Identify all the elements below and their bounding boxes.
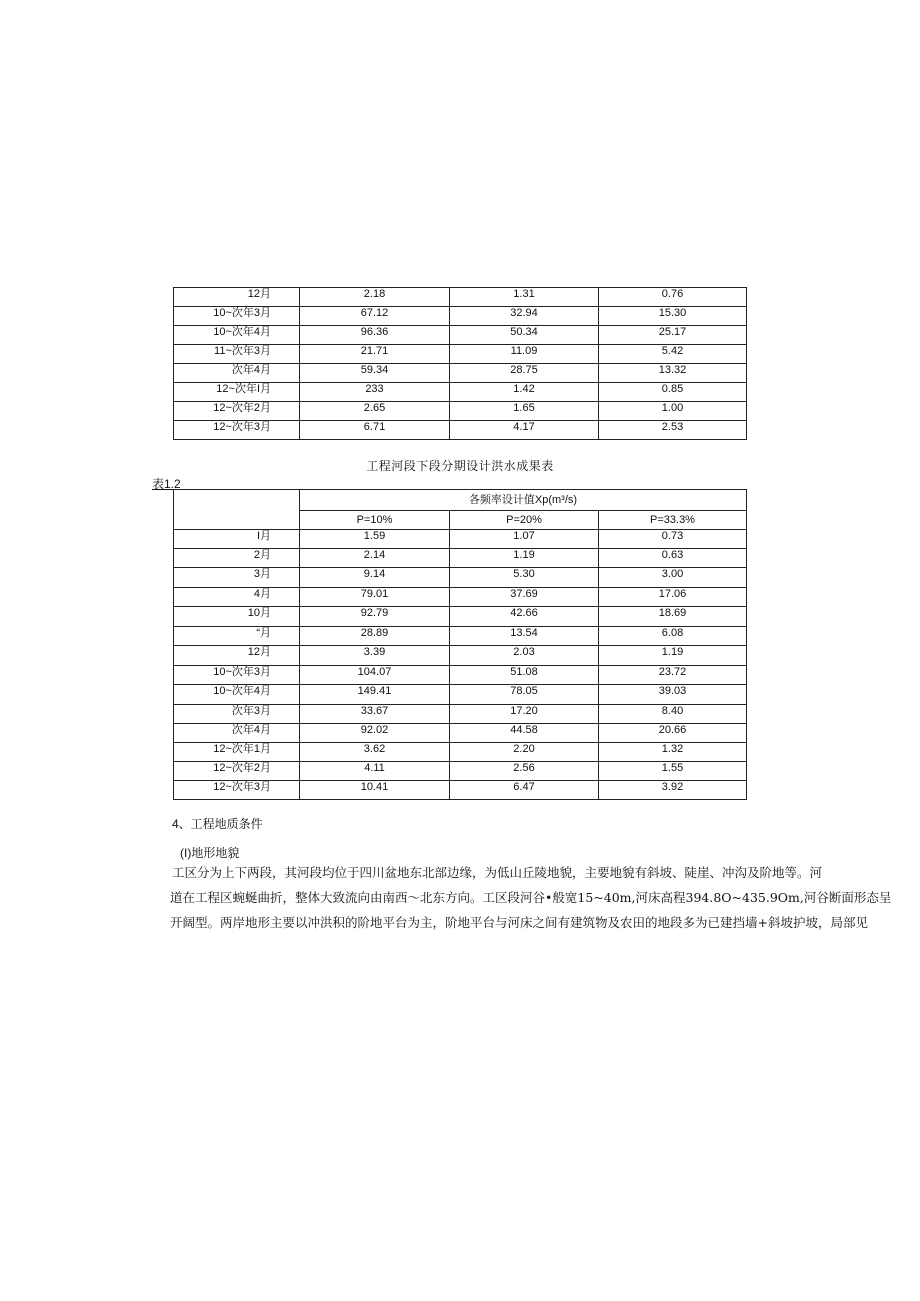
- value-cell: 4.11: [300, 762, 450, 781]
- value-cell: 59.34: [300, 364, 450, 383]
- value-cell: 5.30: [450, 568, 599, 588]
- col-header: P=20%: [450, 511, 599, 530]
- value-cell: 92.79: [300, 607, 450, 627]
- value-cell: 15.30: [599, 307, 747, 326]
- row-label: 次年4月: [174, 364, 300, 383]
- row-label: 10~次年3月: [174, 666, 300, 685]
- row-label: 12~次年I月: [174, 383, 300, 402]
- table-row: [174, 549, 747, 568]
- value-cell: 28.75: [450, 364, 599, 383]
- value-cell: 10.41: [300, 781, 450, 800]
- value-cell: 6.47: [450, 781, 599, 800]
- paragraph-line: 开阔型。两岸地形主要以冲洪积的阶地平台为主，阶地平台与河床之间有建筑物及农田的地段多为已建挡墙+斜坡护坡，局部见: [170, 915, 868, 930]
- value-cell: 6.08: [599, 627, 747, 646]
- value-cell: 13.32: [599, 364, 747, 383]
- table-row: [174, 326, 747, 345]
- value-cell: 92.02: [300, 724, 450, 743]
- value-cell: 4.17: [450, 421, 599, 440]
- value-cell: 2.14: [300, 549, 450, 568]
- value-cell: 2.65: [300, 402, 450, 421]
- value-cell: 1.59: [300, 530, 450, 549]
- header-blank-cell: [174, 490, 300, 530]
- value-cell: 1.42: [450, 383, 599, 402]
- row-label: 10月: [174, 607, 300, 627]
- value-cell: 3.00: [599, 568, 747, 588]
- value-cell: 78.05: [450, 685, 599, 705]
- value-cell: 96.36: [300, 326, 450, 345]
- row-label: 12月: [174, 646, 300, 666]
- value-cell: 2.53: [599, 421, 747, 440]
- value-cell: 51.08: [450, 666, 599, 685]
- value-cell: 1.32: [599, 743, 747, 762]
- col-header: P=10%: [300, 511, 450, 530]
- row-label: 次年4月: [174, 724, 300, 743]
- row-label: 3月: [174, 568, 300, 588]
- table-row: [174, 530, 747, 549]
- value-cell: 3.62: [300, 743, 450, 762]
- table-row: [174, 762, 747, 781]
- table-row: [174, 607, 747, 627]
- value-cell: 39.03: [599, 685, 747, 705]
- value-cell: 3.92: [599, 781, 747, 800]
- value-cell: 2.20: [450, 743, 599, 762]
- row-label: 10~次年4月: [174, 685, 300, 705]
- flood-table-upper: [173, 287, 747, 440]
- value-cell: 0.85: [599, 383, 747, 402]
- value-cell: 2.03: [450, 646, 599, 666]
- value-cell: 32.94: [450, 307, 599, 326]
- row-label: 10~次年4月: [174, 326, 300, 345]
- table-row: [174, 685, 747, 705]
- row-label: 12月: [174, 288, 300, 307]
- row-label: “月: [174, 627, 300, 646]
- row-label: 12~次年1月: [174, 743, 300, 762]
- row-label: 4月: [174, 588, 300, 607]
- body-paragraph: [170, 860, 892, 935]
- value-cell: 50.34: [450, 326, 599, 345]
- value-cell: 1.55: [599, 762, 747, 781]
- value-cell: 0.63: [599, 549, 747, 568]
- value-cell: 0.76: [599, 288, 747, 307]
- value-cell: 79.01: [300, 588, 450, 607]
- value-cell: 67.12: [300, 307, 450, 326]
- group-header: 各频率设计值Xp(m³/s): [300, 490, 747, 511]
- table-row: [174, 383, 747, 402]
- value-cell: 104.07: [300, 666, 450, 685]
- value-cell: 0.73: [599, 530, 747, 549]
- value-cell: 5.42: [599, 345, 747, 364]
- value-cell: 28.89: [300, 627, 450, 646]
- paragraph-line: 工区分为上下两段，其河段均位于四川盆地东北部边缘，为低山丘陵地貌，主要地貌有斜坡、陡崖、冲沟及阶地等。河: [172, 865, 823, 880]
- table-row: [174, 402, 747, 421]
- table-row: [174, 724, 747, 743]
- table-row: [174, 781, 747, 800]
- row-label: 12~次年2月: [174, 762, 300, 781]
- value-cell: 6.71: [300, 421, 450, 440]
- value-cell: 149.41: [300, 685, 450, 705]
- row-label: 12~次年3月: [174, 421, 300, 440]
- value-cell: 1.19: [450, 549, 599, 568]
- value-cell: 44.58: [450, 724, 599, 743]
- value-cell: 18.69: [599, 607, 747, 627]
- row-label: 12~次年2月: [174, 402, 300, 421]
- table-row: [174, 705, 747, 724]
- table-row: [174, 743, 747, 762]
- value-cell: 1.19: [599, 646, 747, 666]
- value-cell: 8.40: [599, 705, 747, 724]
- table-row: [174, 666, 747, 685]
- value-cell: 3.39: [300, 646, 450, 666]
- table-row: [174, 588, 747, 607]
- table-row: [174, 568, 747, 588]
- value-cell: 1.00: [599, 402, 747, 421]
- value-cell: 37.69: [450, 588, 599, 607]
- table-caption: 工程河段下段分期设计洪水成果表: [366, 459, 554, 473]
- table-number: 表1.2: [152, 477, 181, 491]
- value-cell: 11.09: [450, 345, 599, 364]
- flood-table-lower: [173, 489, 747, 800]
- row-label: 10~次年3月: [174, 307, 300, 326]
- table-row: [174, 627, 747, 646]
- table-row: [174, 345, 747, 364]
- value-cell: 2.56: [450, 762, 599, 781]
- value-cell: 17.06: [599, 588, 747, 607]
- row-label: 12~次年3月: [174, 781, 300, 800]
- section-heading: 4、工程地质条件: [172, 817, 263, 831]
- table-row: [174, 364, 747, 383]
- value-cell: 1.65: [450, 402, 599, 421]
- value-cell: 233: [300, 383, 450, 402]
- col-header: P=33.3%: [599, 511, 747, 530]
- value-cell: 1.31: [450, 288, 599, 307]
- value-cell: 13.54: [450, 627, 599, 646]
- value-cell: 2.18: [300, 288, 450, 307]
- value-cell: 25.17: [599, 326, 747, 345]
- value-cell: 20.66: [599, 724, 747, 743]
- paragraph-line: 道在工程区蜿蜒曲折，整体大致流向由南西～北东方向。工区段河谷•般宽15~40m,河床高程394.8O~435.9Om,河谷断面形态呈: [170, 890, 892, 905]
- row-label: 2月: [174, 549, 300, 568]
- row-label: 11~次年3月: [174, 345, 300, 364]
- table-row: [174, 288, 747, 307]
- table-row: [174, 646, 747, 666]
- row-label: 次年3月: [174, 705, 300, 724]
- table-row: [174, 307, 747, 326]
- value-cell: 1.07: [450, 530, 599, 549]
- value-cell: 17.20: [450, 705, 599, 724]
- value-cell: 23.72: [599, 666, 747, 685]
- table-row: [174, 421, 747, 440]
- value-cell: 21.71: [300, 345, 450, 364]
- value-cell: 42.66: [450, 607, 599, 627]
- value-cell: 9.14: [300, 568, 450, 588]
- row-label: I月: [174, 530, 300, 549]
- value-cell: 33.67: [300, 705, 450, 724]
- subsection-heading: (I)地形地貌: [180, 846, 240, 860]
